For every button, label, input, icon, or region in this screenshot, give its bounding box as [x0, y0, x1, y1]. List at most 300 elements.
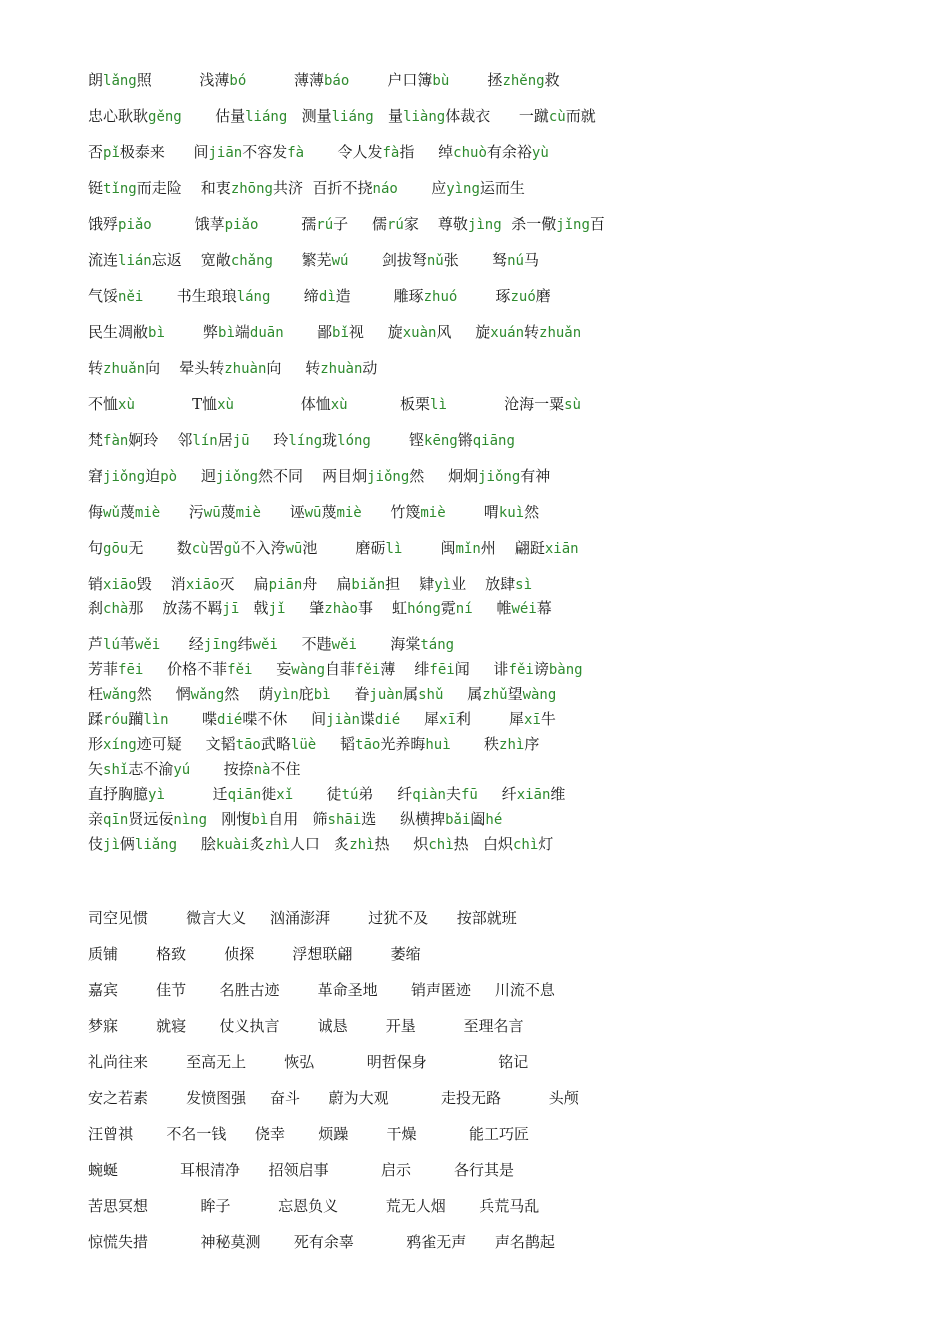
- pinyin-annotation: qiān: [227, 787, 262, 803]
- hanzi-text: 令人发: [304, 143, 383, 161]
- hanzi-text: 量: [373, 107, 404, 125]
- pinyin-annotation: jǐng: [556, 217, 590, 233]
- hanzi-text: 流连: [88, 251, 119, 269]
- hanzi-text: 形: [88, 735, 104, 753]
- hanzi-text: 弊: [164, 323, 219, 341]
- pinyin-annotation: liáng: [331, 109, 374, 125]
- hanzi-text: 迹可疑 文韬: [136, 735, 236, 753]
- pinyin-annotation: qiàn: [412, 787, 446, 803]
- hanzi-text: 芳菲: [88, 660, 119, 678]
- pinyin-annotation: huì: [425, 737, 451, 753]
- pinyin-annotation: fàn: [103, 433, 129, 449]
- hanzi-text: 铿: [370, 431, 425, 449]
- pinyin-annotation: qīn: [103, 812, 129, 828]
- hanzi-text: 运而生: [479, 179, 525, 197]
- hanzi-text: 不入洿: [240, 539, 286, 557]
- word-line: 质铺 格致 侦探 浮想联翩 萎缩: [88, 945, 421, 963]
- hanzi-text: 然 炯炯: [409, 467, 479, 485]
- hanzi-text: 句: [88, 539, 104, 557]
- pinyin-line: [88, 178, 525, 199]
- hanzi-text: 蔑: [220, 503, 236, 521]
- pinyin-annotation: bàng: [548, 662, 583, 678]
- pinyin-annotation: tú: [341, 787, 359, 803]
- hanzi-text: 刹: [88, 599, 104, 617]
- pinyin-annotation: miè: [420, 505, 446, 521]
- hanzi-text: 戟: [239, 599, 269, 617]
- pinyin-annotation: chà: [103, 601, 129, 617]
- pinyin-line: [88, 809, 502, 830]
- pinyin-annotation: xǐ: [276, 787, 294, 803]
- pinyin-annotation: zhǔ: [482, 687, 508, 703]
- pinyin-line: [88, 502, 539, 523]
- hanzi-text: 锵: [457, 431, 473, 449]
- pinyin-annotation: wěi: [331, 637, 357, 653]
- hanzi-text: 无 数: [128, 539, 192, 557]
- pinyin-annotation: zhì: [264, 837, 290, 853]
- hanzi-text: 热 炽: [374, 835, 429, 853]
- pinyin-annotation: piǎo: [118, 217, 152, 233]
- hanzi-text: 指 绰: [399, 143, 454, 161]
- hanzi-text: 否: [88, 143, 104, 161]
- pinyin-annotation: wǔ: [103, 505, 120, 521]
- hanzi-text: 有余裕: [486, 143, 532, 161]
- pinyin-annotation: kuài: [215, 837, 250, 853]
- pinyin-annotation: nǔ: [426, 253, 444, 269]
- hanzi-text: 体恤: [233, 395, 331, 413]
- pinyin-annotation: tāo: [355, 737, 381, 753]
- pinyin-annotation: fěi: [355, 662, 381, 678]
- pinyin-annotation: xī: [524, 712, 541, 728]
- hanzi-text: 饿莩: [151, 215, 225, 233]
- pinyin-line: [88, 394, 581, 415]
- pinyin-annotation: zhì: [349, 837, 375, 853]
- pinyin-annotation: fēi: [118, 662, 144, 678]
- pinyin-annotation: bì: [218, 325, 235, 341]
- pinyin-annotation: nìng: [173, 812, 208, 828]
- pinyin-annotation: pǐ: [103, 145, 120, 161]
- pinyin-annotation: liáng: [245, 109, 288, 125]
- hanzi-text: 迁: [164, 785, 228, 803]
- hanzi-text: T恤: [134, 395, 218, 413]
- pinyin-annotation: nà: [253, 762, 271, 778]
- hanzi-text: 苇: [119, 635, 135, 653]
- hanzi-text: 帷: [472, 599, 512, 617]
- hanzi-text: 视 旋: [348, 323, 403, 341]
- hanzi-text: 闻 诽: [454, 660, 509, 678]
- hanzi-text: 人口 炙: [289, 835, 350, 853]
- pinyin-annotation: chì: [428, 837, 454, 853]
- pinyin-annotation: jī: [222, 601, 240, 617]
- hanzi-text: 炙: [249, 835, 265, 853]
- hanzi-text: 救: [544, 71, 560, 89]
- hanzi-text: 业 放肆: [451, 575, 516, 593]
- pinyin-annotation: zhì: [499, 737, 525, 753]
- hanzi-text: 拯: [449, 71, 503, 89]
- hanzi-text: 幕: [536, 599, 552, 617]
- pinyin-line: [88, 358, 377, 379]
- hanzi-text: 纬: [237, 635, 253, 653]
- pinyin-annotation: pò: [160, 469, 178, 485]
- pinyin-line: [88, 759, 300, 780]
- hanzi-text: 直抒胸臆: [88, 785, 149, 803]
- pinyin-annotation: duān: [249, 325, 284, 341]
- pinyin-annotation: wǎng: [103, 687, 137, 703]
- hanzi-text: 转: [88, 359, 104, 377]
- hanzi-text: 价格不菲: [143, 660, 228, 678]
- pinyin-line: [88, 466, 550, 487]
- pinyin-annotation: lín: [192, 433, 218, 449]
- hanzi-text: 端: [234, 323, 250, 341]
- hanzi-text: 繁芜: [272, 251, 332, 269]
- pinyin-annotation: chuò: [453, 145, 487, 161]
- pinyin-annotation: chì: [512, 837, 539, 853]
- hanzi-text: 序: [524, 735, 540, 753]
- hanzi-text: 妄: [252, 660, 292, 678]
- pinyin-annotation: bì: [148, 325, 165, 341]
- pinyin-annotation: xíng: [103, 737, 137, 753]
- pinyin-annotation: hóng: [407, 601, 441, 617]
- hanzi-text: 事 虹: [357, 599, 408, 617]
- hanzi-text: 然 惘: [136, 685, 191, 703]
- pinyin-annotation: xiāo: [103, 577, 137, 593]
- hanzi-text: 铤: [88, 179, 104, 197]
- hanzi-text: 那 放荡不羁: [128, 599, 223, 617]
- pinyin-annotation: xù: [118, 397, 135, 413]
- pinyin-annotation: miè: [235, 505, 261, 521]
- hanzi-text: 灭 扁: [219, 575, 269, 593]
- hanzi-text: 自用 筛: [268, 810, 328, 828]
- hanzi-text: 忘返 宽敞: [151, 251, 231, 269]
- hanzi-text: 朗: [88, 71, 104, 89]
- hanzi-text: 灯: [538, 835, 554, 853]
- hanzi-text: 户口簿: [349, 71, 433, 89]
- pinyin-annotation: lì: [430, 397, 447, 413]
- hanzi-text: 而就: [565, 107, 596, 125]
- hanzi-text: 沧海一粟: [446, 395, 565, 413]
- pinyin-annotation: lián: [118, 253, 152, 269]
- pinyin-annotation: dié: [374, 712, 401, 728]
- word-line: 梦寐 就寝 仗义执言 诚恳 开垦 至理名言: [88, 1017, 524, 1035]
- pinyin-annotation: shāi: [327, 812, 362, 828]
- pinyin-annotation: něi: [118, 289, 144, 305]
- pinyin-annotation: zhuǎn: [539, 325, 582, 341]
- hanzi-text: 舟 扁: [302, 575, 352, 593]
- pinyin-annotation: bó: [229, 73, 247, 89]
- hanzi-text: 武略: [260, 735, 291, 753]
- pinyin-annotation: yì: [434, 577, 452, 593]
- pinyin-annotation: yú: [173, 762, 191, 778]
- hanzi-text: 向 转: [266, 359, 321, 377]
- pinyin-annotation: xù: [330, 397, 348, 413]
- hanzi-text: 照 浅薄: [136, 71, 230, 89]
- pinyin-annotation: bì: [251, 812, 269, 828]
- pinyin-line: [88, 250, 539, 271]
- pinyin-annotation: fà: [382, 145, 400, 161]
- hanzi-text: 脍: [177, 835, 216, 853]
- pinyin-annotation: náo: [372, 181, 398, 197]
- pinyin-annotation: rú: [316, 217, 334, 233]
- hanzi-text: 徒: [293, 785, 342, 803]
- pinyin-annotation: jiǒng: [478, 469, 521, 485]
- hanzi-text: 躏: [128, 710, 144, 728]
- hanzi-text: 喋不休 间: [242, 710, 327, 728]
- pinyin-annotation: miè: [134, 505, 161, 521]
- hanzi-text: 孺: [258, 215, 317, 233]
- hanzi-text: 望: [507, 685, 523, 703]
- pinyin-line: [88, 574, 532, 595]
- pinyin-line: [88, 834, 553, 855]
- hanzi-text: 徙: [261, 785, 277, 803]
- pinyin-annotation: jì: [103, 837, 120, 853]
- hanzi-text: 百: [589, 215, 605, 233]
- hanzi-text: 纤: [477, 785, 517, 803]
- pinyin-annotation: kuì: [498, 505, 525, 521]
- pinyin-annotation: jìng: [467, 217, 502, 233]
- hanzi-text: 牛: [540, 710, 556, 728]
- pinyin-annotation: bǎi: [445, 812, 471, 828]
- hanzi-text: 维: [550, 785, 566, 803]
- hanzi-text: 梵: [88, 431, 104, 449]
- word-line: 司空见惯 微言大义 汹涌澎湃 过犹不及 按部就班: [88, 909, 517, 927]
- hanzi-text: 杀一儆: [501, 215, 557, 233]
- pinyin-annotation: lüè: [290, 737, 317, 753]
- pinyin-line: [88, 734, 539, 755]
- pinyin-line: [88, 684, 556, 705]
- pinyin-annotation: tāo: [235, 737, 261, 753]
- hanzi-text: 喟: [445, 503, 499, 521]
- pinyin-annotation: bǐ: [332, 325, 349, 341]
- hanzi-text: 担 肄: [385, 575, 435, 593]
- pinyin-annotation: wū: [304, 505, 322, 521]
- pinyin-annotation: lìn: [143, 712, 169, 728]
- pinyin-line: [88, 322, 581, 343]
- pinyin-annotation: jīng: [203, 637, 238, 653]
- pinyin-annotation: tǐng: [103, 181, 137, 197]
- hanzi-text: 气馁: [88, 287, 119, 305]
- hanzi-text: 不住: [270, 760, 301, 778]
- hanzi-text: 薄薄: [246, 71, 324, 89]
- hanzi-text: 矢: [88, 760, 104, 778]
- pinyin-annotation: wěi: [252, 637, 278, 653]
- pinyin-annotation: zhuó: [423, 289, 458, 305]
- pinyin-annotation: zuó: [510, 289, 536, 305]
- hanzi-text: 伎: [88, 835, 104, 853]
- pinyin-line: [88, 538, 579, 559]
- hanzi-text: 民生凋敝: [88, 323, 149, 341]
- pinyin-annotation: yìng: [446, 181, 480, 197]
- pinyin-annotation: miè: [336, 505, 362, 521]
- hanzi-text: 饿殍: [88, 215, 119, 233]
- hanzi-text: 贤远佞: [128, 810, 174, 828]
- hanzi-text: 蹂: [88, 710, 104, 728]
- hanzi-text: 池 磨砺: [302, 539, 386, 557]
- hanzi-text: 琢: [457, 287, 511, 305]
- pinyin-annotation: wàng: [291, 662, 326, 678]
- pinyin-annotation: lú: [103, 637, 120, 653]
- pinyin-annotation: rú: [387, 217, 404, 233]
- pinyin-annotation: dié: [217, 712, 243, 728]
- hanzi-text: 闽: [402, 539, 456, 557]
- hanzi-text: 眷: [330, 685, 370, 703]
- hanzi-text: 子 儒: [333, 215, 387, 233]
- pinyin-annotation: biǎn: [351, 577, 386, 593]
- hanzi-text: 玲: [249, 431, 289, 449]
- hanzi-text: 然: [524, 503, 540, 521]
- hanzi-text: 光养晦: [380, 735, 426, 753]
- hanzi-text: 共济 百折不挠: [272, 179, 373, 197]
- hanzi-text: 磨: [535, 287, 551, 305]
- pinyin-annotation: fà: [287, 145, 305, 161]
- pinyin-line: [88, 430, 515, 451]
- pinyin-annotation: juàn: [369, 687, 404, 703]
- pinyin-annotation: piān: [268, 577, 303, 593]
- hanzi-text: 州 翩跹: [480, 539, 545, 557]
- pinyin-annotation: xuán: [490, 325, 524, 341]
- pinyin-annotation: gǔ: [223, 541, 241, 557]
- hanzi-text: 风 旋: [436, 323, 491, 341]
- hanzi-text: 薄 绯: [380, 660, 430, 678]
- hanzi-text: 鄙: [283, 323, 333, 341]
- pinyin-annotation: mǐn: [455, 541, 481, 557]
- pinyin-annotation: zhào: [324, 601, 358, 617]
- hanzi-text: 向 晕头转: [145, 359, 225, 377]
- hanzi-text: 阖: [470, 810, 486, 828]
- pinyin-line: [88, 709, 556, 730]
- hanzi-text: 毁 消: [136, 575, 186, 593]
- hanzi-text: 经: [160, 635, 204, 653]
- pinyin-annotation: láng: [236, 289, 271, 305]
- hanzi-text: 谤: [533, 660, 549, 678]
- hanzi-text: 自菲: [325, 660, 356, 678]
- pinyin-annotation: líng: [288, 433, 323, 449]
- word-line: 惊慌失措 神秘莫测 死有余辜 鸦雀无声 声名鹊起: [88, 1233, 555, 1251]
- hanzi-text: 马: [523, 251, 539, 269]
- pinyin-annotation: fěi: [227, 662, 253, 678]
- pinyin-annotation: gōu: [103, 541, 129, 557]
- word-line: 嘉宾 佳节 名胜古迹 革命圣地 销声匿迹 川流不息: [88, 981, 555, 999]
- pinyin-annotation: chǎng: [230, 253, 273, 269]
- hanzi-text: 霓: [440, 599, 456, 617]
- pinyin-annotation: wú: [331, 253, 349, 269]
- pinyin-annotation: lì: [385, 541, 403, 557]
- pinyin-annotation: xù: [217, 397, 234, 413]
- pinyin-annotation: wéi: [511, 601, 537, 617]
- word-line: 蜿蜒 耳根清净 招领启事 启示 各行其是: [88, 1161, 514, 1179]
- hanzi-text: 估量: [181, 107, 246, 125]
- pinyin-annotation: xī: [439, 712, 456, 728]
- hanzi-text: 属: [443, 685, 483, 703]
- pinyin-annotation: yì: [148, 787, 165, 803]
- hanzi-text: 罟: [208, 539, 224, 557]
- pinyin-annotation: sì: [515, 577, 532, 593]
- pinyin-line: [88, 598, 552, 619]
- pinyin-line: [88, 214, 605, 235]
- pinyin-line: [88, 106, 596, 127]
- hanzi-text: 家 尊敬: [403, 215, 468, 233]
- hanzi-text: 缔: [270, 287, 319, 305]
- hanzi-text: 志不渝: [128, 760, 174, 778]
- hanzi-text: 板栗: [347, 395, 431, 413]
- pinyin-annotation: wū: [203, 505, 221, 521]
- pinyin-annotation: wěi: [134, 637, 161, 653]
- hanzi-text: 蔑: [321, 503, 337, 521]
- pinyin-annotation: xuàn: [402, 325, 437, 341]
- word-line: 礼尚往来 至高无上 恢弘 明哲保身 铭记: [88, 1053, 529, 1071]
- pinyin-annotation: xiān: [516, 787, 551, 803]
- pinyin-annotation: báo: [323, 73, 350, 89]
- hanzi-text: 迫: [145, 467, 161, 485]
- pinyin-annotation: bù: [432, 73, 450, 89]
- hanzi-text: 庇: [298, 685, 314, 703]
- pinyin-annotation: lǎng: [103, 73, 137, 89]
- pinyin-annotation: jiǒng: [103, 469, 146, 485]
- pinyin-annotation: zhuàn: [224, 361, 267, 377]
- hanzi-text: 忠心耿耿: [88, 107, 149, 125]
- hanzi-text: 珑: [322, 431, 338, 449]
- pinyin-annotation: wǎng: [190, 687, 225, 703]
- pinyin-annotation: qiāng: [472, 433, 515, 449]
- pinyin-annotation: fěi: [508, 662, 534, 678]
- hanzi-text: 不容发: [242, 143, 288, 161]
- pinyin-annotation: jiǒng: [367, 469, 410, 485]
- hanzi-text: 夫: [445, 785, 461, 803]
- pinyin-annotation: jiàn: [326, 712, 360, 728]
- pinyin-annotation: fēi: [429, 662, 455, 678]
- hanzi-text: 而走险 和衷: [136, 179, 231, 197]
- pinyin-annotation: lóng: [337, 433, 371, 449]
- pinyin-annotation: wū: [285, 541, 303, 557]
- pinyin-annotation: wàng: [522, 687, 557, 703]
- pinyin-annotation: ní: [455, 601, 473, 617]
- pinyin-annotation: sù: [564, 397, 581, 413]
- pinyin-annotation: zhōng: [230, 181, 273, 197]
- hanzi-text: 热 白炽: [453, 835, 513, 853]
- hanzi-text: 秩: [450, 735, 500, 753]
- pinyin-annotation: zhěng: [502, 73, 545, 89]
- hanzi-text: 芦: [88, 635, 104, 653]
- pinyin-annotation: jiān: [208, 145, 243, 161]
- pinyin-annotation: shǐ: [103, 762, 129, 778]
- pinyin-line: [88, 634, 454, 655]
- hanzi-text: 张 驽: [443, 251, 508, 269]
- pinyin-annotation: cù: [191, 541, 209, 557]
- pinyin-annotation: shǔ: [418, 687, 444, 703]
- pinyin-annotation: xiāo: [185, 577, 220, 593]
- pinyin-annotation: táng: [420, 637, 455, 653]
- hanzi-text: 诬: [260, 503, 305, 521]
- hanzi-text: 谍: [359, 710, 375, 728]
- hanzi-text: 造 雕琢: [335, 287, 424, 305]
- hanzi-text: 窘: [88, 467, 104, 485]
- word-line: 安之若素 发愤图强 奋斗 蔚为大观 走投无路 头颅: [88, 1089, 579, 1107]
- word-line: 汪曾祺 不名一钱 侥幸 烦躁 干燥 能工巧匠: [88, 1125, 529, 1143]
- hanzi-text: 按捺: [190, 760, 254, 778]
- pinyin-annotation: liàng: [403, 109, 446, 125]
- hanzi-text: 海棠: [356, 635, 421, 653]
- hanzi-text: 有神: [520, 467, 551, 485]
- pinyin-annotation: piǎo: [224, 217, 259, 233]
- hanzi-text: 利 犀: [455, 710, 525, 728]
- hanzi-text: 肇: [285, 599, 325, 617]
- hanzi-text: 不韪: [277, 635, 332, 653]
- hanzi-text: 测量: [287, 107, 332, 125]
- hanzi-text: 蔑: [119, 503, 135, 521]
- hanzi-text: 迥: [177, 467, 216, 485]
- hanzi-text: 侮: [88, 503, 104, 521]
- hanzi-text: 然不同 两目炯: [258, 467, 368, 485]
- pinyin-annotation: fū: [460, 787, 478, 803]
- pinyin-annotation: róu: [103, 712, 129, 728]
